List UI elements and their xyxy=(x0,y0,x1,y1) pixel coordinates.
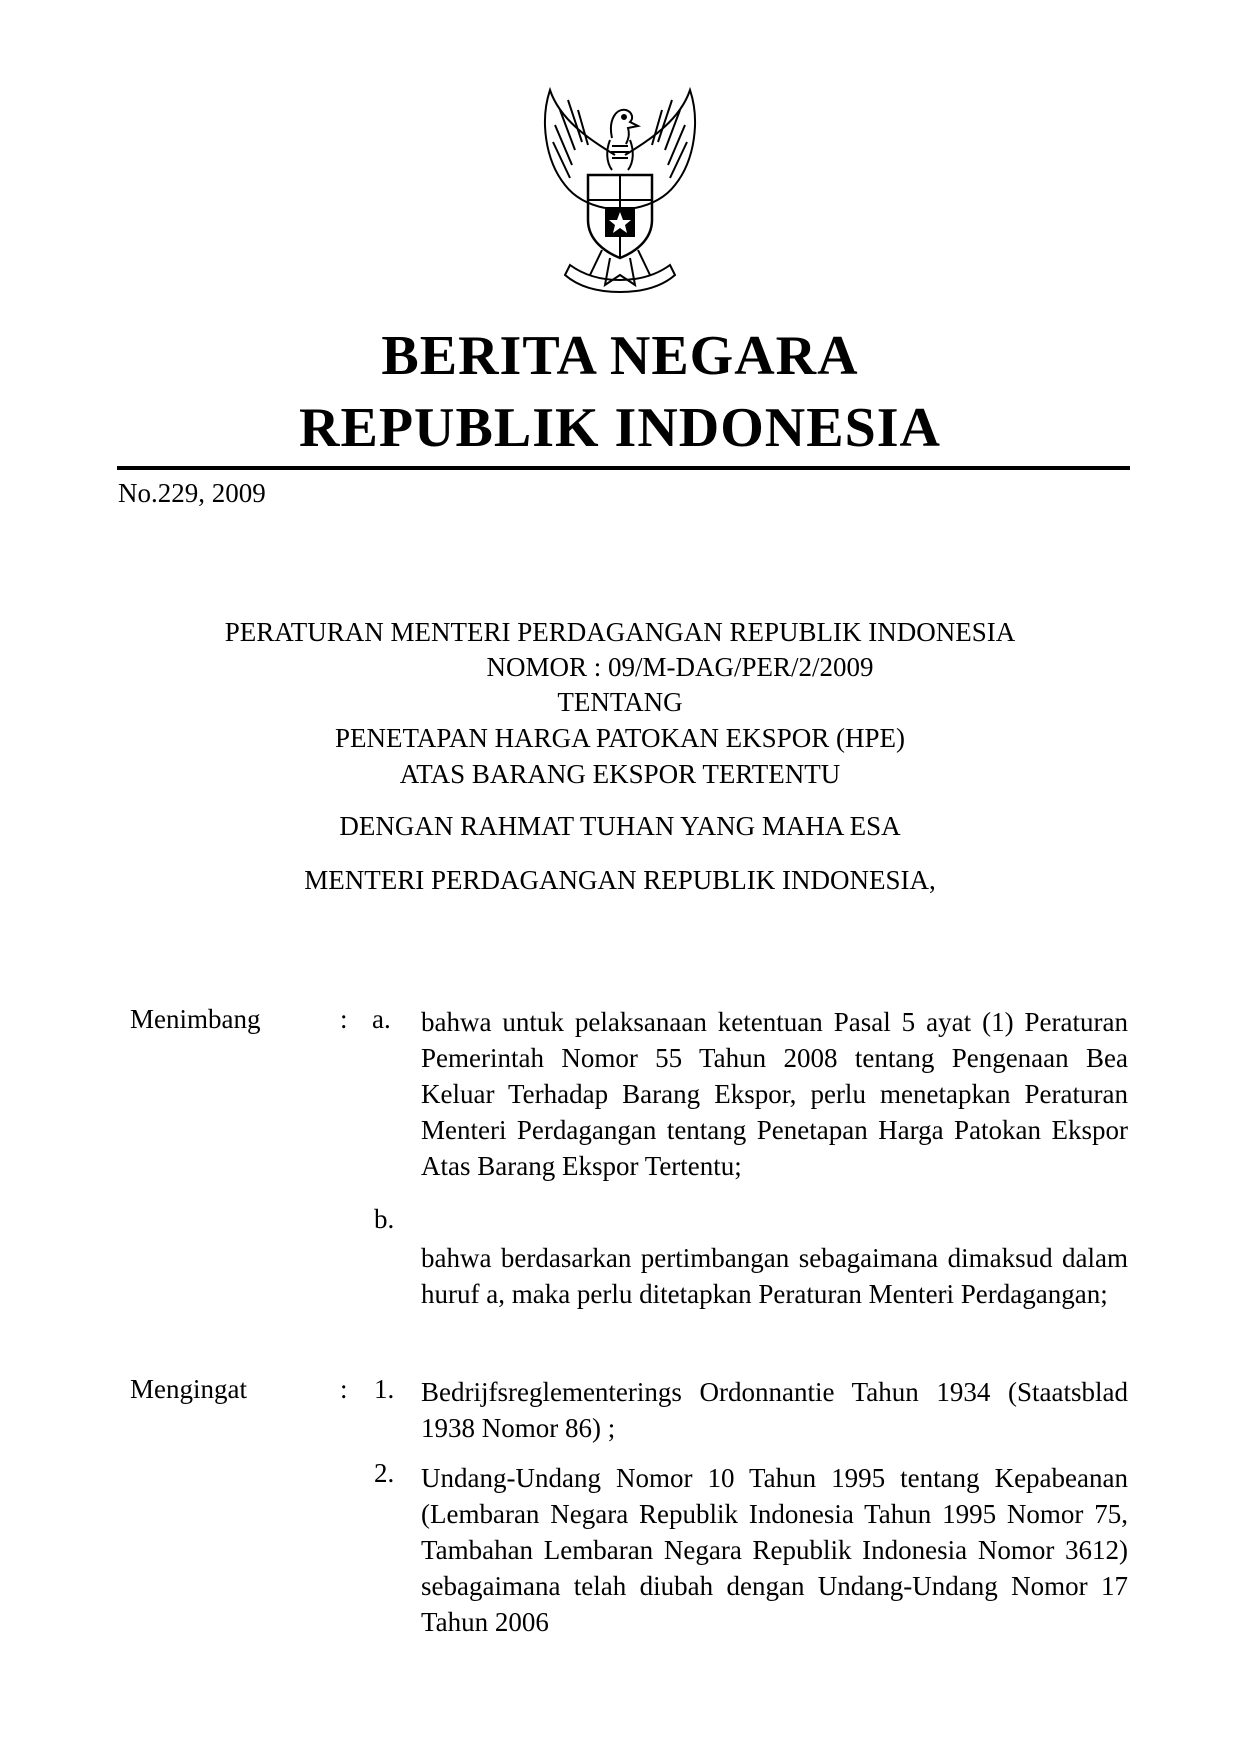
menimbang-marker-b: b. xyxy=(374,1204,395,1234)
regulation-subject-2: ATAS BARANG EKSPOR TERTENTU xyxy=(399,759,841,789)
mengingat-marker-1: 1. xyxy=(374,1374,395,1404)
mengingat-marker-2: 2. xyxy=(374,1458,395,1488)
issuer: MENTERI PERDAGANGAN REPUBLIK INDONESIA, xyxy=(304,865,936,895)
invocation: DENGAN RAHMAT TUHAN YANG MAHA ESA xyxy=(339,811,901,841)
regulation-title: PERATURAN MENTERI PERDAGANGAN REPUBLIK INDONESIA xyxy=(224,617,1016,647)
regulation-number: NOMOR : 09/M-DAG/PER/2/2009 xyxy=(486,652,874,682)
menimbang-marker-a: a. xyxy=(372,1004,391,1034)
mengingat-label: Mengingat xyxy=(130,1374,247,1404)
mengingat-item-2: Undang-Undang Nomor 10 Tahun 1995 tentang Kepabeanan (Lembaran Negara Republik Indonesia Tahun 1995 Nomor 75, Tambahan Lembaran Negara Republik Indonesia Nomor 3612) sebagaimana telah diubah dengan Undang-Undang Nomor 17 Tahun 2006 xyxy=(421,1463,1128,1637)
regulation-subject-1: PENETAPAN HARGA PATOKAN EKSPOR (HPE) xyxy=(335,723,905,753)
regulation-about: TENTANG xyxy=(557,687,683,717)
menimbang-label: Menimbang xyxy=(130,1004,261,1034)
mengingat-colon: : xyxy=(340,1374,348,1404)
menimbang-item-b: bahwa berdasarkan pertimbangan sebagaimana dimaksud dalam huruf a, maka perlu ditetapkan Peraturan Menteri Perdagangan; xyxy=(421,1243,1128,1309)
masthead-rule xyxy=(117,466,1130,470)
garuda-emblem-icon xyxy=(520,80,720,300)
mengingat-item-1: Bedrijfsreglementerings Ordonnantie Tahun 1934 (Staatsblad 1938 Nomor 86) ; xyxy=(421,1377,1128,1443)
issue-number: No.229, 2009 xyxy=(118,478,266,508)
menimbang-colon: : xyxy=(340,1004,348,1034)
menimbang-item-a: bahwa untuk pelaksanaan ketentuan Pasal 5 ayat (1) Peraturan Pemerintah Nomor 55 Tahun 2008 tentang Pengenaan Bea Keluar Terhadap Barang Ekspor, perlu menetapkan Peraturan Menteri Perdagangan tentang Penetapan Harga Patokan Ekspor Atas Barang Ekspor Tertentu; xyxy=(421,1007,1128,1181)
masthead-line-2: REPUBLIK INDONESIA xyxy=(299,397,941,459)
masthead-line-1: BERITA NEGARA xyxy=(381,325,859,387)
